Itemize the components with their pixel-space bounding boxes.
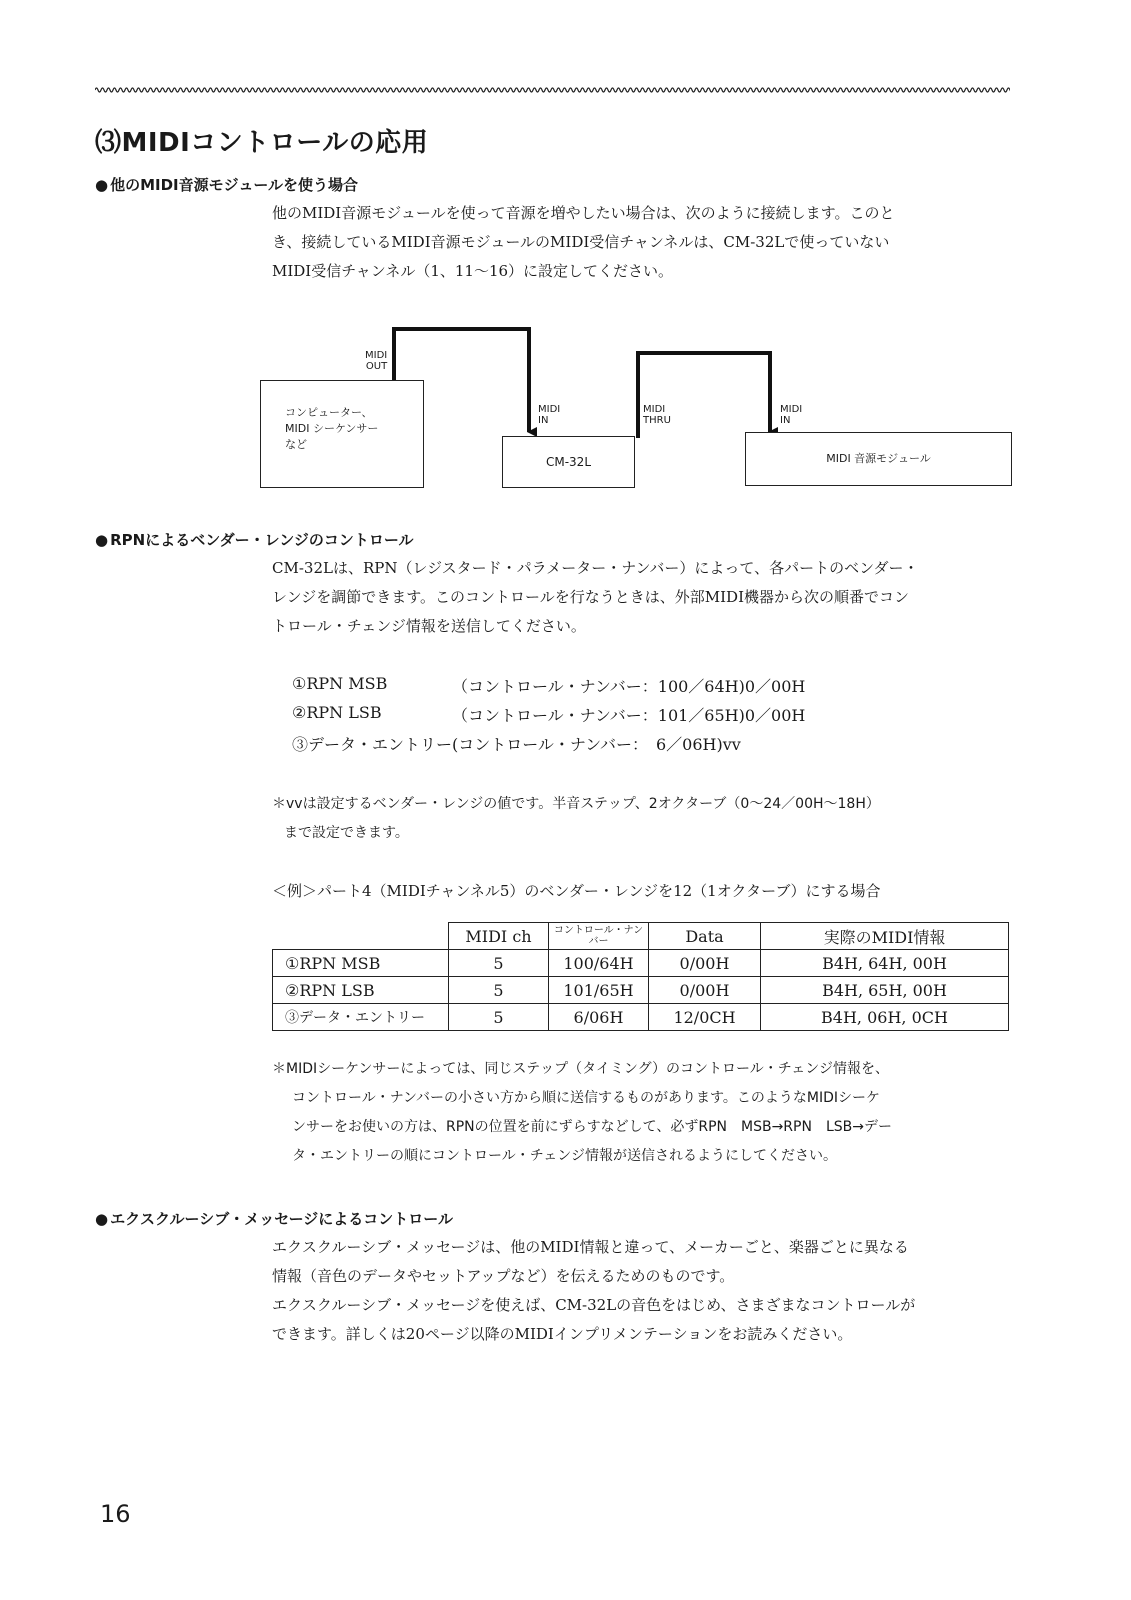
paragraph-line: MIDI受信チャンネル（1、11〜16）に設定してください。 (272, 262, 674, 280)
list-item-label: ①RPN MSB (292, 674, 388, 693)
paragraph-line: できます。詳しくは20ページ以降のMIDIインプリメンテーションをお読みください。 (272, 1325, 853, 1343)
midi-in-label-2: MIDI IN (780, 404, 803, 426)
note-line: ンサーをお使いの方は、RPNの位置を前にずらすなどして、必ずRPN MSB→RPN LSB→デー (292, 1119, 892, 1135)
table-header-row (273, 923, 1009, 950)
table-header: MIDI ch (449, 923, 549, 950)
cm32l-label: CM-32L (545, 455, 592, 469)
section-title: ⑶MIDIコントロールの応用 (95, 128, 429, 158)
table-header: 実際のMIDI情報 (761, 923, 1009, 950)
bullet-icon: ● (95, 176, 109, 194)
midi-module-label: MIDI 音源モジュール (826, 452, 931, 465)
paragraph-line: エクスクルーシブ・メッセージは、他のMIDI情報と違って、メーカーごと、楽器ごとに異なる (272, 1238, 909, 1256)
midi-thru-label: MIDI THRU (643, 404, 671, 426)
subsection-heading-rpn (95, 529, 414, 550)
list-item-value: （コントロール・ナンバー：101／65H)0／00H (452, 706, 806, 725)
table-row: ②RPN LSB 5 101/65H 0/00H B4H, 65H, 00H (273, 977, 1009, 1004)
vv-note (272, 790, 880, 848)
midi-module-box (745, 432, 1012, 486)
paragraph-rpn (272, 554, 919, 641)
table-header: Data (649, 923, 761, 950)
sequencer-note (272, 1055, 892, 1171)
computer-label-line: コンピューター、 (285, 406, 373, 419)
heading-text: エクスクルーシブ・メッセージによるコントロール (110, 1210, 453, 1228)
paragraph-exclusive (272, 1233, 915, 1349)
heading-text: RPNによるベンダー・レンジのコントロール (110, 531, 414, 549)
note-line: コントロール・ナンバーの小さい方から順に送信するものがあります。このようなMIDIシーケ (292, 1090, 881, 1106)
note-line: ＊MIDIシーケンサーによっては、同じステップ（タイミング）のコントロール・チェンジ情報を、 (272, 1061, 889, 1077)
bullet-icon: ● (95, 1210, 109, 1228)
subsection-heading-exclusive (95, 1208, 453, 1229)
computer-label-line: など (285, 438, 307, 451)
midi-in-label: MIDI IN (538, 404, 561, 426)
paragraph-line: トロール・チェンジ情報を送信してください。 (272, 617, 586, 635)
table-header: コントロール・ナンバー (549, 923, 649, 950)
table-row: ③データ・エントリー 5 6/06H 12/0CH B4H, 06H, 0CH (273, 1004, 1009, 1031)
cm32l-box (502, 436, 635, 488)
table-row: ①RPN MSB 5 100/64H 0/00H B4H, 64H, 00H (273, 950, 1009, 977)
computer-box (260, 380, 424, 488)
list-item-label: ③データ・エントリー (292, 735, 453, 754)
example-caption: ＜例＞パート4（MIDIチャンネル5）のベンダー・レンジを12（1オクターブ）にする場合 (272, 882, 881, 900)
paragraph-line: レンジを調節できます。このコントロールを行なうときは、外部MIDI機器から次の順番でコン (272, 588, 909, 606)
paragraph-line: き、接続しているMIDI音源モジュールのMIDI受信チャンネルは、CM-32Lで使っていない (272, 233, 890, 251)
heading-text: 他のMIDI音源モジュールを使う場合 (110, 176, 359, 194)
paragraph-line: CM-32Lは、RPN（レジスタード・パラメーター・ナンバー）によって、各パートのベンダー・ (272, 559, 919, 577)
example-table (272, 922, 1009, 1031)
midi-out-label: MIDI OUT (365, 350, 388, 372)
note-line: ＊vvは設定するベンダー・レンジの値です。半音ステップ、2オクターブ（0〜24／00H〜18H） (272, 796, 880, 812)
paragraph-line: エクスクルーシブ・メッセージを使えば、CM-32Lの音色をはじめ、さまざまなコントロールが (272, 1296, 916, 1314)
paragraph-line: 他のMIDI音源モジュールを使って音源を増やしたい場合は、次のように接続します。このと (272, 204, 895, 222)
note-line: まで設定できます。 (284, 825, 409, 841)
page-number: 16 (100, 1500, 131, 1528)
list-item-value: (コントロール・ナンバー： 6／06H)vv (452, 735, 741, 754)
list-item-value: （コントロール・ナンバー：100／64H)0／00H (452, 677, 806, 696)
paragraph-line: 情報（音色のデータやセットアップなど）を伝えるためのものです。 (272, 1267, 735, 1285)
note-line: タ・エントリーの順にコントロール・チェンジ情報が送信されるようにしてください。 (292, 1148, 837, 1164)
computer-label-line: MIDI シーケンサー (285, 422, 379, 435)
bullet-icon: ● (95, 531, 109, 549)
list-item-label: ②RPN LSB (292, 703, 382, 722)
